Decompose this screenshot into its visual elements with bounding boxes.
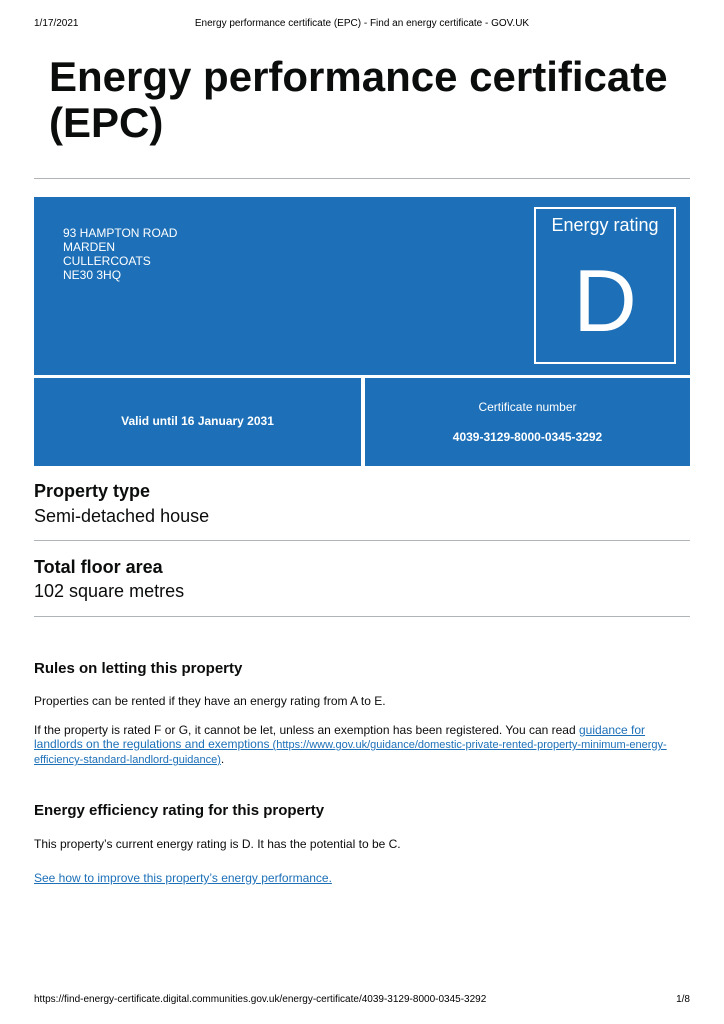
certificate-number: 4039-3129-8000-0345-3292 [452,430,603,444]
epc-details-panel [34,378,690,466]
address-postcode: NE30 3HQ [63,268,122,282]
floor-area-value: 102 square metres [34,581,185,601]
energy-rating-letter: D [573,251,637,350]
print-page-title: Energy performance certificate (EPC) - Find an energy certificate - GOV.UK [194,18,530,29]
address-line-3: CULLERCOATS [63,254,151,268]
validity-cell [34,378,361,466]
improve-performance-link[interactable]: See how to improve this property’s energy performance. [34,871,332,885]
property-type-value: Semi-detached house [34,506,210,526]
property-address [63,226,177,282]
print-header [34,18,690,32]
floor-area-title: Total floor area [34,557,163,577]
efficiency-heading: Energy efficiency rating for this property [34,802,325,819]
energy-rating-box [534,207,676,364]
efficiency-text: This property’s current energy rating is D. It has the potential to be C. [34,837,401,851]
address-line-2: MARDEN [63,240,116,254]
letting-rules-end: . [220,752,225,766]
print-footer [34,994,690,1008]
landlord-guidance-link[interactable]: guidance for landlords on the regulations and exemptions [34,723,646,751]
print-date: 1/17/2021 [34,18,79,29]
valid-until: Valid until 16 January 2031 [121,414,274,428]
property-type-divider [34,540,690,541]
letting-rules-para-2 [34,723,690,767]
letting-rules-heading: Rules on letting this property [34,660,243,677]
letting-rules-text: If the property is rated F or G, it cannot be let, unless an exemption has been registered. You can read [34,723,579,737]
page-title: Energy performance certificate (EPC) [49,53,668,146]
certificate-number-label: Certificate number [478,400,577,414]
print-url: https://find-energy-certificate.digital.communities.gov.uk/energy-certificate/4039-3129-8000-0345-3292 [34,994,487,1005]
energy-rating-label: Energy rating [551,215,659,235]
title-divider [34,178,690,179]
property-type-title: Property type [34,481,151,501]
letting-rules-para-1: Properties can be rented if they have an energy rating from A to E. [34,694,386,708]
address-line-1: 93 HAMPTON ROAD [63,226,178,240]
landlord-guidance-url[interactable]: (https://www.gov.uk/guidance/domestic-private-rented-property-minimum-energy-efficiency-standard-landlord-guidance) [34,739,667,766]
efficiency-link-para [34,871,690,885]
floor-area-divider [34,616,690,617]
print-page-number: 1/8 [676,994,690,1005]
certificate-cell [365,378,690,466]
epc-summary-panel [34,197,690,375]
